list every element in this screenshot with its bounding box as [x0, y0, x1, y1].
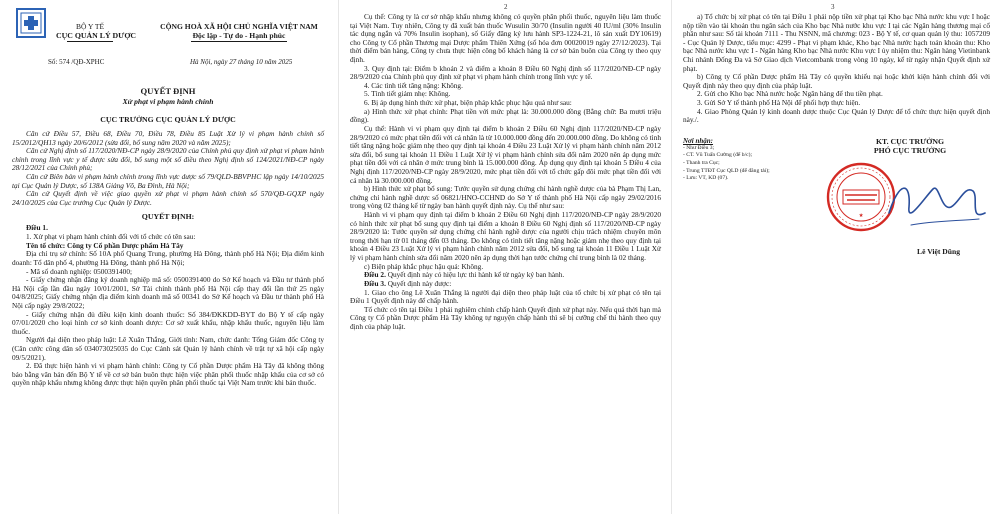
department-name: CỤC QUẢN LÝ DƯỢC	[56, 31, 137, 40]
body-paragraph: b) Hình thức xử phạt bổ sung: Tước quyền sử dụng chứng chỉ hành nghề dược của bà Phạm Thị Lan, chứng chỉ hành nghề dược số 06821/HNO-CCHND do Sở Y tế thành phố Hà Nội cấp ngày 29/02/2016 trong vòng 02 tháng kể từ ngày ban hành quyết định này. Cụ thể như sau:	[350, 184, 661, 211]
national-motto: Độc lập - Tự do - Hạnh phúc	[192, 31, 286, 40]
signer-title: KT. CỤC TRƯỞNG	[875, 136, 945, 146]
page-1	[0, 0, 338, 514]
article-label: Điều 3.	[364, 278, 386, 288]
page-number: 3	[831, 3, 835, 11]
body-paragraph: c) Biện pháp khắc phục hậu quả: Không.	[364, 261, 484, 271]
signer-name: Lê Việt Dũng	[917, 246, 961, 256]
signature-block	[683, 137, 990, 287]
document-title: QUYẾT ĐỊNH	[140, 86, 196, 96]
body-paragraph: 6. Bị áp dụng hình thức xử phạt, biện pháp khắc phục hậu quả như sau:	[364, 98, 572, 108]
body-paragraph: 2. Gửi cho Kho bạc Nhà nước hoặc Ngân hàng để thu tiền phạt.	[697, 89, 883, 99]
organization-name: Tên tổ chức: Công ty Cổ phần Dược phẩm Hà Tây	[26, 240, 184, 250]
body-paragraph: Cụ thể: Hành vi vi phạm quy định tại điểm b khoản 2 Điều 60 Nghị định 117/2020/NĐ-CP ngày 28/9/2020 có mức phạt tiền đối với cá nhân là từ 10.000.000 đồng đến 20.000.000 đồng. Do không có tình tiết tăng nặng hoặc giảm nhẹ theo quy định tại khoản 4 Điều 23 Luật Xử lý vi phạm hành chính năm 2012 sửa đổi, bổ sung tại khoản 11 Điều 1 Luật Xử lý vi phạm hành chính sửa đổi năm 2020 nên áp dụng mức phạt tiền đối với cá nhân ở mức trung bình là 15.000.000 đồng. Áp dụng quy định tại khoản 5 Điều 4 của Nghị định 117/2020/NĐ-CP ngày 28/9/2020, mức phạt tiền đối với tổ chức gấp đôi mức phạt tiền đối với cá nhân là 30.000.000 đồng.	[350, 123, 661, 185]
signer-subtitle: PHÓ CỤC TRƯỞNG	[873, 145, 947, 155]
signer	[821, 136, 999, 256]
body-paragraph: 4. Giao Phòng Quản lý kinh doanh dược thuộc Cục Quản lý Dược để tổ chức thực hiện quyết định này./.	[683, 106, 990, 125]
ministry-logo-icon	[16, 8, 46, 42]
body-paragraph: 3. Quy định tại: Điểm b khoản 2 và điểm a khoản 8 Điều 60 Nghị định số 117/2020/NĐ-CP ngày 28/9/2020 của Chính phủ quy định xử phạt vi phạm hành chính trong lĩnh vực y tế.	[350, 63, 661, 82]
body-paragraph: b) Công ty Cổ phần Dược phẩm Hà Tây có quyền khiếu nại hoặc khởi kiện hành chính đối với Quyết định này theo quy định của pháp luật.	[683, 72, 990, 90]
body-paragraph: 2. Đã thực hiện hành vi vi phạm hành chính: Công ty Cổ phần Dược phẩm Hà Tây đã không thông báo bằng văn bản đến Bộ Y tế về cơ sở bán buôn thực hiện việc phân phối thuốc nhập khẩu của cơ sở có quyền nhập khẩu nhưng không được thực hiện quyền phân phối thuốc tại Việt Nam trước khi bán thuốc.	[12, 361, 324, 388]
body-paragraph: - Giấy chứng nhận đủ điều kiện kinh doanh thuốc: Số 384/ĐKKDD-BYT do Bộ Y tế cấp ngày 07/01/2020 cho loại hình cơ sở kinh doanh dược: Cơ sở xuất khẩu, nhập khẩu thuốc, nguyên liệu làm thuốc.	[12, 309, 324, 336]
issuing-agency	[56, 22, 137, 42]
body-paragraph: 5. Tình tiết giảm nhẹ: Không.	[364, 89, 451, 99]
body-paragraph: - Mã số doanh nghiệp: 0500391400;	[26, 266, 132, 276]
body-paragraph: Địa chỉ trụ sở chính: Số 10A phố Quang Trung, phường Hà Đông, thành phố Hà Nội; Địa điểm kinh doanh: Tổ dân phố 4, phường Hà Đông, thành phố Hà Nội;	[12, 249, 324, 267]
svg-text:★: ★	[858, 212, 864, 219]
body-paragraph: Hành vi vi phạm quy định tại điểm b khoản 2 Điều 60 Nghị định 117/2020/NĐ-CP ngày 28/9/2020 có hình thức xử phạt bổ sung quy định tại điểm a khoản 8 Điều 60 Nghị định số 117/2020/NĐ-CP ngày 28/9/2020 là: Tước quyền sử dụng chứng chỉ hành nghề dược của người chịu trách nhiệm chuyên môn trong thời hạn từ 01 tháng đến 03 tháng. Do không có tình tiết tăng nặng hoặc giảm nhẹ theo quy định tại khoản 4 Điều 23 Luật Xử lý vi phạm hành chính năm 2012 sửa đổi, bổ sung tại khoản 11 Điều 1 Luật Xử lý vi phạm hành chính sửa đổi năm 2020 nên áp dụng thời hạn tước chứng chỉ trung bình là 02 tháng.	[350, 210, 661, 263]
preamble-clause: Căn cứ Quyết định về việc giao quyền xử phạt vi phạm hành chính số 570/QĐ-GQXP ngày 24/10/2025 của Cục trưởng Cục Quản lý Dược.	[12, 189, 324, 207]
recipient-item: - CT. Vũ Tuấn Cường (để b/c);	[683, 152, 753, 159]
body-paragraph: 4. Các tình tiết tăng nặng: Không.	[364, 80, 463, 90]
body-paragraph: 1. Giao cho ông Lê Xuân Thắng là người đại diện theo pháp luật của tổ chức bị xử phạt có tên tại Điều 1 Quyết định này để chấp hành.	[350, 287, 661, 306]
recipient-item: - Lưu: VT, KD (07).	[683, 175, 729, 182]
preamble-clause: Căn cứ Điều 57, Điều 68, Điều 70, Điều 78, Điều 85 Luật Xử lý vi phạm hành chính số 15/2012/QH13 ngày 20/6/2012 (sửa đổi, bổ sung năm 2020 và năm 2025);	[12, 129, 324, 147]
document-subtitle: Xử phạt vi phạm hành chính	[122, 97, 214, 106]
body-paragraph: Người đại diện theo pháp luật: Lê Xuân Thắng, Giới tính: Nam, chức danh: Tổng Giám đốc Công ty (Căn cước công dân số 034073025035 do Cục Cảnh sát Quản lý hành chính về trật tự xã hội cấp ngày 09/5/2021).	[12, 335, 324, 362]
body-paragraph: a) Tổ chức bị xử phạt có tên tại Điều 1 phải nộp tiền xử phạt tại Kho bạc Nhà nước khu vực I hoặc nộp tiền vào tài khoản thu ngân sách của Kho bạc Nhà nước khu vực I tại các Ngân hàng thương mại cổ phần như sau: Số tài khoản 7111 - Thu NSNN, mã chương: 023 - Bộ Y tế, cơ quan quản lý thu: 1057209 - Cục Quản lý Dược, tiểu mục: 4299 - Phạt vi phạm khác, Kho bạc Nhà nước hạch toán khoản thu: Kho bạc Nhà nước khu vực I - Ngân hàng Kho bạc Nhà nước Khu vực I ủy nhiệm thu: Ngân hàng Vietinbank Chi nhánh Đống Đa và Sở Giao dịch Vietcombank trong vòng 10 ngày, kể từ ngày nhận Quyết định xử phạt.	[683, 12, 990, 73]
recipients-heading: Nơi nhận:	[683, 136, 714, 145]
body-paragraph: 1. Xử phạt vi phạm hành chính đối với tổ chức có tên sau:	[26, 232, 196, 242]
handwritten-signature-icon	[881, 167, 991, 239]
recipients	[683, 137, 815, 183]
article-text: Quyết định này được:	[387, 278, 452, 288]
body-paragraph: Tổ chức có tên tại Điều 1 phải nghiêm chỉnh chấp hành Quyết định xử phạt này. Nếu quá thời hạn mà Công ty Cổ phần Dược phẩm Hà Tây không tự nguyện chấp hành thì sẽ bị cưỡng chế thi hành theo quy định của pháp luật.	[350, 304, 661, 331]
body-paragraph: 3. Gửi Sở Y tế thành phố Hà Nội để phối hợp thực hiện.	[697, 98, 861, 108]
page-2	[338, 0, 671, 514]
underline	[191, 41, 287, 42]
document-header	[12, 22, 324, 72]
recipient-item: - Như Điều 3;	[683, 144, 715, 151]
page-3	[671, 0, 1000, 514]
article-label: Điều 2.	[364, 270, 386, 280]
body-paragraph: a) Hình thức xử phạt chính: Phạt tiền với mức phạt là: 30.000.000 đồng (Bằng chữ: Ba mươi triệu đồng).	[350, 106, 661, 125]
underline	[67, 41, 113, 42]
page-number: 2	[504, 3, 508, 11]
preamble-clause: Căn cứ Nghị định số 117/2020/NĐ-CP ngày 28/9/2020 của Chính phủ quy định xử phạt vi phạm hành chính trong lĩnh vực y tế được sửa đổi, bổ sung một số điều theo Nghị định số 124/2021/NĐ-CP ngày 28/12/2021 của Chính phủ;	[12, 146, 324, 173]
decision-heading: QUYẾT ĐỊNH:	[141, 212, 195, 222]
ministry-name: BỘ Y TẾ	[75, 22, 105, 31]
article-text: Quyết định này có hiệu lực thi hành kể từ ngày ký ban hành.	[387, 270, 565, 280]
recipient-item: - Thanh tra Cục;	[683, 160, 720, 167]
place-date: Hà Nội, ngày 27 tháng 10 năm 2025	[190, 58, 293, 66]
national-title	[154, 22, 324, 42]
body-paragraph: Cụ thể: Công ty là cơ sở nhập khẩu nhưng không có quyền phân phối thuốc, nguyên liệu làm thuốc tại Việt Nam. Tuy nhiên, Công ty đã xuất bán thuốc Wusulin 30/70 (Insulin người 40 IU/ml (30% Insulin tác dụng ngắn và 70% Insulin isophan), số Giấy đăng ký lưu hành SP3-1224-21, lô sản xuất DY10619) cho Công ty Cổ phần Thương mại Dược phẩm Thiên Xứng (số hóa đơn 00020019 ngày 27/12/2023). Tại thời điểm bán hàng, Công ty chưa thực hiện công bố khách hàng là cơ sở bán buôn của Công ty theo quy định.	[350, 12, 661, 65]
issuing-authority: CỤC TRƯỞNG CỤC QUẢN LÝ DƯỢC	[100, 115, 236, 124]
recipient-item: - Trung TTĐT Cục QLD (để đăng tải);	[683, 167, 770, 174]
document-number: Số: 574 /QĐ-XPHC	[48, 58, 105, 66]
preamble-clause: Căn cứ Biên bản vi phạm hành chính trong lĩnh vực dược số 79/QLD-BBVPHC lập ngày 14/10/2025 tại Cục Quản lý Dược, số 138A Giảng Võ, Ba Đình, Hà Nội;	[12, 172, 324, 190]
body-paragraph: - Giấy chứng nhận đăng ký doanh nghiệp mã số: 0500391400 do Sở Kế hoạch và Đầu tư thành phố Hà Nội cấp lần đầu ngày 10/01/2001, Sở Tài chính thành phố Hà Nội cấp thay đổi lần thứ 25 ngày 04/8/2025; Giấy chứng nhận địa điểm kinh doanh mã số 00341 do Sở Kế hoạch và Đầu tư thành phố Hà Nội cấp ngày 29/8/2022;	[12, 275, 324, 310]
article-label: Điều 1.	[26, 223, 48, 233]
nation-name: CỘNG HOÀ XÃ HỘI CHỦ NGHĨA VIỆT NAM	[160, 22, 318, 31]
